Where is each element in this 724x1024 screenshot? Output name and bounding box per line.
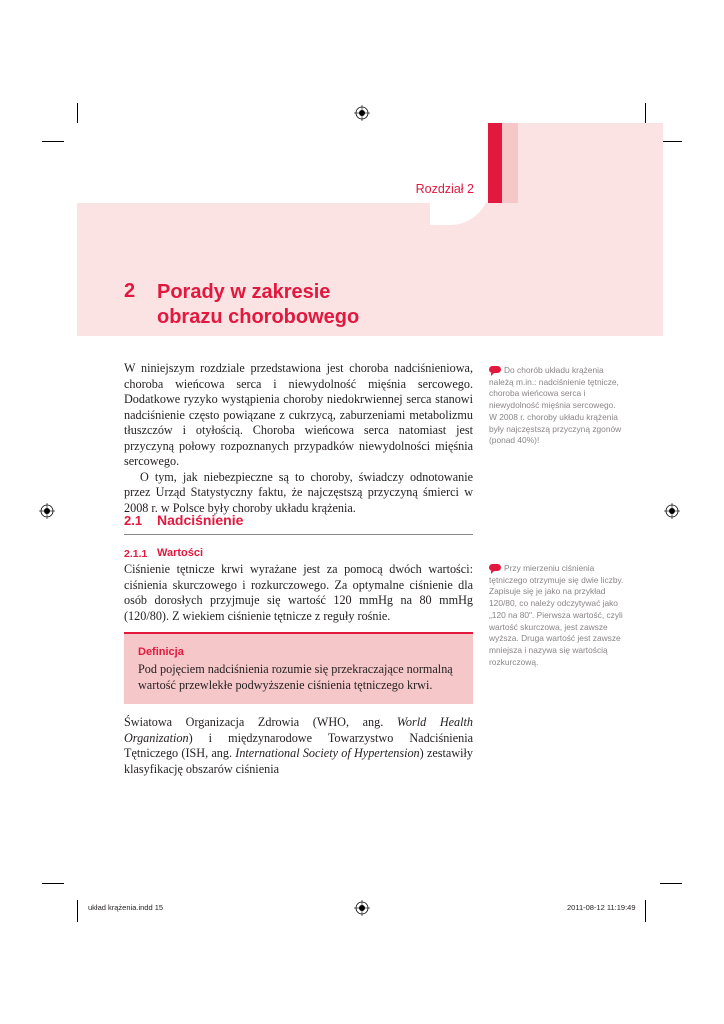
closing-paragraph bbox=[124, 715, 473, 777]
subsection-title: Wartości bbox=[157, 547, 204, 559]
registration-mark-icon bbox=[39, 503, 55, 519]
registration-mark-icon bbox=[354, 105, 370, 121]
chapter-title-line: obrazu chorobowego bbox=[157, 306, 360, 328]
margin-note bbox=[489, 365, 624, 447]
italic-term: International Society of Hypertension bbox=[235, 746, 420, 760]
footer-filename: układ krążenia.indd 15 bbox=[88, 903, 164, 912]
definition-text: Pod pojęciem nadciśnienia rozumie się przekraczające normalną wartość przewlekłe podwyższenie ciśnienia tętniczego krwi. bbox=[138, 662, 453, 692]
chapter-number: 2 bbox=[124, 280, 136, 302]
text-run: ) zestawiły klasyfikację obszarów ciśnienia bbox=[124, 746, 473, 776]
italic-term: World Health Organization bbox=[124, 715, 473, 745]
subsection-paragraph: Ciśnienie tętnicze krwi wyrażane jest za pomocą dwóch wartości: ciśnienia skurczowego i rozkurczowego. Za optymalne ciśnienie dla osób dorosłych przyjmuje się wartość 120 mmHg na 80 mmHg (120/80). Z wiekiem ciśnienie tętnicze z reguły rośnie. bbox=[124, 562, 473, 623]
chapter-title bbox=[157, 280, 457, 330]
crop-mark bbox=[77, 900, 78, 922]
section-divider bbox=[124, 534, 473, 535]
registration-mark-icon bbox=[354, 900, 370, 916]
text-run: ) i międzynarodowe Towarzystwo Nadciśnienia Tętniczego (ISH, ang. bbox=[124, 730, 473, 760]
footer-timestamp: 2011-08-12 11:19:49 bbox=[567, 903, 636, 912]
definition-title: Definicja bbox=[138, 646, 184, 658]
chapter-tab-accent bbox=[488, 123, 502, 203]
registration-mark-icon bbox=[664, 503, 680, 519]
crop-mark bbox=[660, 883, 682, 884]
crop-mark bbox=[645, 900, 646, 922]
text-run: Światowa Organizacja Zdrowia (WHO, ang. bbox=[124, 715, 397, 729]
crop-mark bbox=[660, 141, 682, 142]
speech-bubble-icon bbox=[489, 366, 501, 373]
chapter-title-line: Porady w zakresie bbox=[157, 281, 331, 303]
crop-mark bbox=[42, 141, 64, 142]
intro-text bbox=[124, 361, 473, 516]
definition-box bbox=[124, 632, 473, 704]
margin-note-text: Do chorób układu krążenia należą m.in.: nadciśnienie tętnicze, choroba wieńcowa serca i niewydolność mięśnia sercowego. W 2008 r. choroby układu krążenia były najczęstszą przyczyną zgonów (ponad 40%)! bbox=[489, 365, 622, 446]
subsection-text bbox=[124, 562, 473, 624]
intro-paragraph: O tym, jak niebezpieczne są to choroby, świadczy odnotowanie przez Urząd Statystyczny faktu, że najczęstszą przyczyną śmierci w 2008 r. w Polsce były choroby układu krążenia. bbox=[124, 469, 473, 515]
subsection-number: 2.1.1 bbox=[124, 548, 148, 560]
intro-paragraph: W niniejszym rozdziale przedstawiona jest choroba nadciśnieniowa, choroba wieńcowa serca i niewydolność mięśnia sercowego. Dodatkowe ryzyko wystąpienia choroby niedokrwiennej serca stanowi nadciśnienie często powiązane z cukrzycą, zaburzeniami metabolizmu tłuszczów i otyłością. Choroba wieńcowa serca natomiast jest przyczyną połowy rozpoznanych przypadków niewydolności mięśnia sercowego. bbox=[124, 361, 473, 468]
chapter-label: Rozdział 2 bbox=[415, 182, 474, 196]
margin-note-text: Przy mierzeniu ciśnienia tętniczego otrzymuje się dwie liczby. Zapisuje się je jako na przykład 120/80, co należy odczytywać jako „120 na 80". Pierwsza wartość, czyli wartość skurczowa, jest zawsze wyższa. Druga wartość jest zawsze mniejsza i nazywa się wartością rozkurczową. bbox=[489, 563, 624, 667]
crop-mark bbox=[645, 103, 646, 125]
margin-note bbox=[489, 563, 624, 668]
closing-text bbox=[124, 715, 473, 777]
crop-mark bbox=[77, 103, 78, 125]
section-title: Nadciśnienie bbox=[157, 512, 244, 528]
crop-mark bbox=[42, 883, 64, 884]
speech-bubble-icon bbox=[489, 564, 501, 571]
section-number: 2.1 bbox=[124, 513, 143, 528]
